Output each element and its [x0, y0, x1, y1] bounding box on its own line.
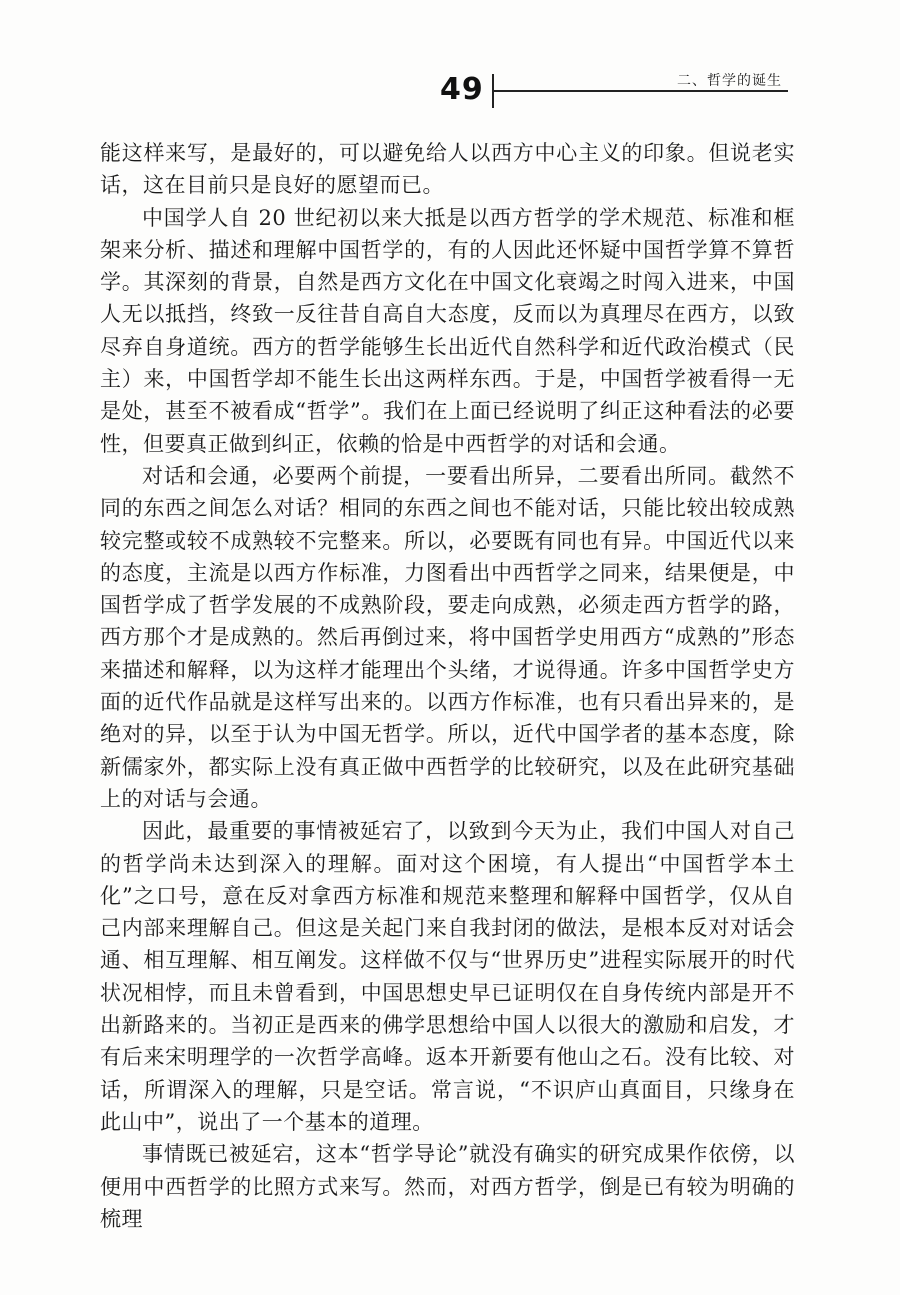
paragraph-continuation: 能这样来写，是最好的，可以避免给人以西方中心主义的印象。但说老实话，这在目前只是良好的愿望而已。	[100, 141, 795, 198]
paragraph: 对话和会通，必要两个前提，一要看出所异，二要看出所同。截然不同的东西之间怎么对话？相同的东西之间也不能对话，只能比较出较成熟较完整或较不成熟较不完整来。所以，必要既有同也有异。中国近代以来的态度，主流是以西方作标准，力图看出中西哲学之同来，结果便是，中国哲学成了哲学发展的不成熟阶段，要走向成熟，必须走西方哲学的路，西方那个才是成熟的。然后再倒过来，将中国哲学史用西方“成熟的”形态来描述和解释，以为这样才能理出个头绪，才说得通。许多中国哲学史方面的近代作品就是这样写出来的。以西方作标准，也有只看出异来的，是绝对的异，以至于认为中国无哲学。所以，近代中国学者的基本态度，除新儒家外，都实际上没有真正做中西哲学的比较研究，以及在此研究基础上的对话与会通。	[100, 463, 795, 811]
body-text	[100, 137, 795, 1235]
page-number: 49	[440, 72, 484, 107]
running-head: 二、哲学的诞生	[677, 73, 782, 89]
paragraph: 中国学人自 20 世纪初以来大抵是以西方哲学的学术规范、标准和框架来分析、描述和理解中国哲学的，有的人因此还怀疑中国哲学算不算哲学。其深刻的背景，自然是西方文化在中国文化衰竭之时闯入进来，中国人无以抵挡，终致一反往昔自高自大态度，反而以为真理尽在西方，以致尽弃自身道统。西方的哲学能够生长出近代自然科学和近代政治模式（民主）来，中国哲学却不能生长出这两样东西。于是，中国哲学被看得一无是处，甚至不被看成“哲学”。我们在上面已经说明了纠正这种看法的必要性，但要真正做到纠正，依赖的恰是中西哲学的对话和会通。	[100, 205, 795, 456]
page-header	[440, 70, 790, 110]
paragraph: 事情既已被延宕，这本“哲学导论”就没有确实的研究成果作依傍，以便用中西哲学的比照方式来写。然而，对西方哲学，倒是已有较为明确的梳理	[100, 1142, 795, 1231]
paragraph: 因此，最重要的事情被延宕了，以致到今天为止，我们中国人对自己的哲学尚未达到深入的理解。面对这个困境，有人提出“中国哲学本土化”之口号，意在反对拿西方标准和规范来整理和解释中国哲学，仅从自己内部来理解自己。但这是关起门来自我封闭的做法，是根本反对对话会通、相互理解、相互阐发。这样做不仅与“世界历史”进程实际展开的时代状况相悖，而且未曾看到，中国思想史早已证明仅在自身传统内部是开不出新路来的。当初正是西来的佛学思想给中国人以很大的激励和启发，才有后来宋明理学的一次哲学高峰。返本开新要有他山之石。没有比较、对话，所谓深入的理解，只是空话。常言说，“不识庐山真面目，只缘身在此山中”，说出了一个基本的道理。	[100, 819, 795, 1134]
header-horizontal-rule	[494, 90, 788, 92]
